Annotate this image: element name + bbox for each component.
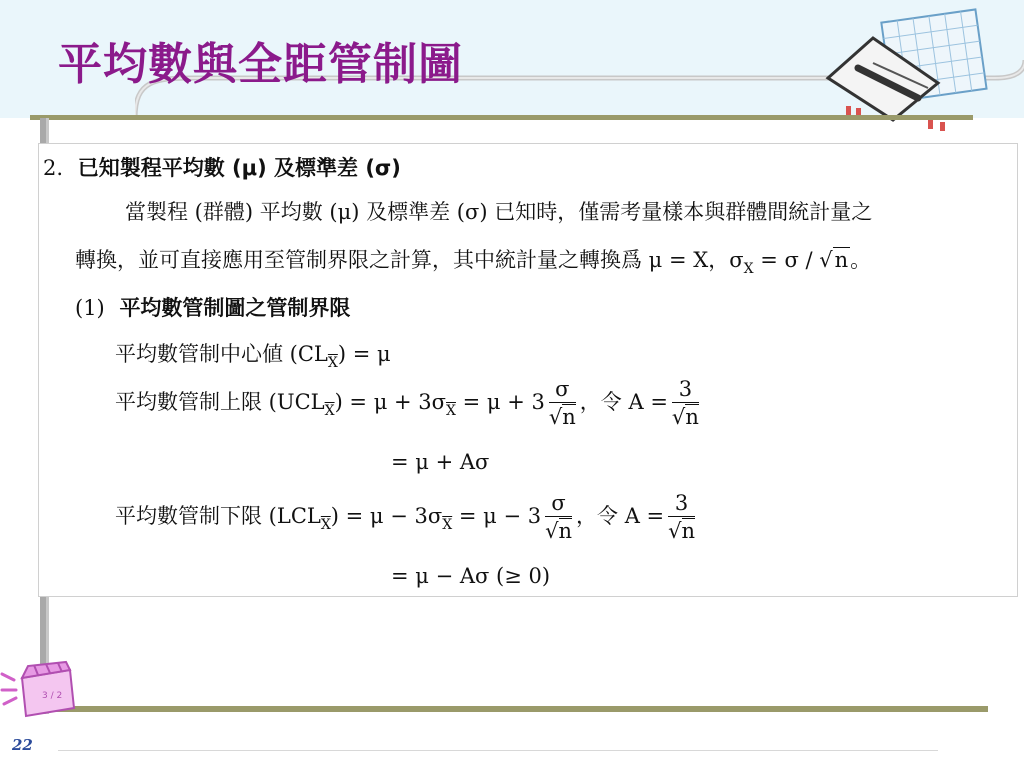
sub-heading-text: 平均數管制圖之管制界限	[119, 296, 351, 320]
svg-text:3 / 2: 3 / 2	[42, 691, 63, 701]
lcl-fraction: $\frac{\sigma}{√n}$	[545, 491, 573, 543]
paragraph-line-2-end: 。	[850, 248, 872, 272]
sub-heading-number: (1)	[75, 296, 105, 320]
lcl-simplified: = μ − Aσ (≥ 0)	[391, 564, 551, 588]
pink-clapperboard-icon	[0, 660, 80, 720]
sub-heading-line	[75, 292, 350, 322]
ucl-formula: 平均數管制上限 $(UCL_{\overline{X}}) = \mu + 3\sigma_{\overline{X}} = \mu + 3$ $\frac{\sigma}{√n}$ ，令 A = $\frac{3}{√n}$	[115, 377, 699, 429]
sqrt-n: √n	[819, 248, 849, 272]
top-rule	[30, 115, 973, 120]
ucl-a-fraction: $\frac{3}{√n}$	[671, 377, 699, 429]
heading-text: 已知製程平均數 (μ) 及標準差 (σ)	[77, 156, 401, 180]
heading-number: 2.	[43, 156, 64, 180]
lcl-a-fraction: $\frac{3}{√n}$	[668, 491, 696, 543]
paragraph-line-1: 當製程 (群體) 平均數 (μ) 及標準差 (σ) 已知時，僅需考量樣本與群體間統計量之	[125, 200, 873, 224]
slide-title: 平均數與全距管制圖	[58, 39, 463, 90]
page-number: 22	[12, 736, 33, 754]
sigma-x-subscript: X	[743, 261, 754, 277]
content-box	[38, 143, 1018, 597]
footer-line	[58, 750, 938, 751]
lcl-formula: 平均數管制下限 $(LCL_{\overline{X}}) = \mu - 3\sigma_{\overline{X}} = \mu - 3$ $\frac{\sigma}{√n}$ ，令 A = $\frac{3}{√n}$	[115, 491, 696, 543]
ucl-simplified: = μ + Aσ	[391, 450, 490, 474]
paragraph-line-2	[75, 244, 872, 277]
heading-line	[43, 152, 401, 182]
bottom-rule	[30, 706, 988, 712]
paragraph-line-2-mid: = σ /	[753, 248, 820, 272]
center-line-formula: 平均數管制中心値 $(CL_{\overline{X}}) = \mu$	[115, 342, 391, 371]
ucl-fraction: $\frac{\sigma}{√n}$	[548, 377, 576, 429]
paragraph-line-2-text: 轉換，並可直接應用至管制界限之計算，其中統計量之轉換爲 μ = X，σ	[75, 248, 744, 272]
